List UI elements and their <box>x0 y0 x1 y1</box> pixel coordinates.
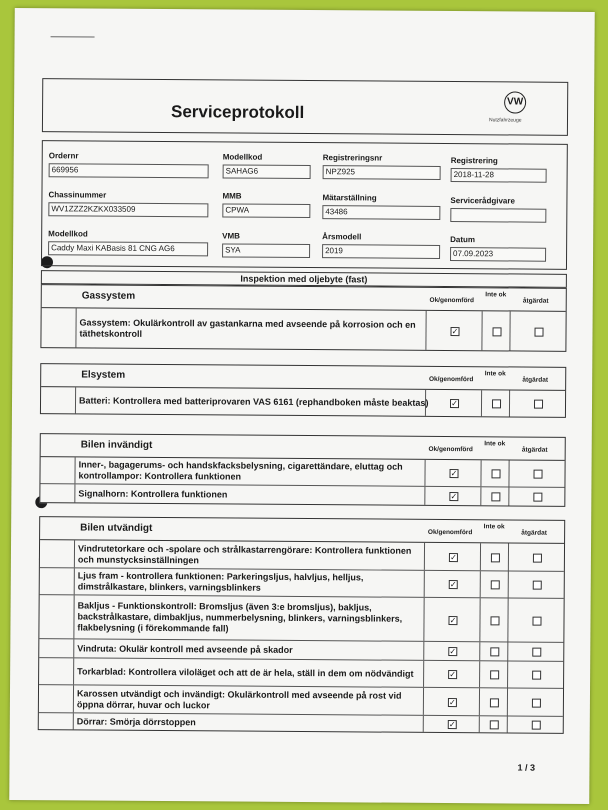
cell-ok <box>424 460 481 486</box>
checkbox-atgardat[interactable] <box>533 553 542 562</box>
vehicle-info-box <box>41 140 568 270</box>
cell-inte-ok <box>481 311 510 350</box>
cell-atgardat <box>507 598 564 641</box>
regnr-field: NPZ925 <box>323 165 441 180</box>
checkbox-ok[interactable]: ✓ <box>451 399 458 409</box>
section-2 <box>39 433 565 507</box>
checkbox-atgardat[interactable] <box>532 671 541 680</box>
cell-ok <box>424 571 481 597</box>
section-title: Gassystem <box>81 290 136 302</box>
checklist-row <box>40 568 564 599</box>
checkbox-inte-ok[interactable] <box>492 327 501 336</box>
checkbox-inte-ok[interactable] <box>490 720 499 729</box>
checkbox-inte-ok[interactable] <box>492 399 501 408</box>
checklist-item-text: Torkarblad: Kontrollera viloläget och att de är hela, ställ in dem om nödvändigt <box>73 658 427 686</box>
cell-inte-ok <box>479 598 508 641</box>
checkbox-inte-ok[interactable] <box>491 492 500 501</box>
cell-inte-ok <box>480 571 509 597</box>
cell-atgardat <box>507 661 564 687</box>
column-header-ok: Ok/genomförd <box>428 445 473 454</box>
cell-inte-ok <box>480 487 509 505</box>
datum-label: Datum <box>450 235 476 245</box>
vw-logo-icon: VW <box>504 91 526 113</box>
ordernr-label: Ordernr <box>48 151 79 161</box>
checklist-row <box>40 540 564 572</box>
checklist-item-text: Karossen utvändigt och invändigt: Okulärkontroll med avseende på rost vid öppna dörrar, huvar och luckor <box>73 685 427 714</box>
matarstallning-label: Mätarställning <box>322 193 377 203</box>
column-header-inte-ok: Inte ok <box>484 440 506 448</box>
checkbox-ok[interactable]: ✓ <box>449 580 457 590</box>
serviceradgivare-field <box>450 208 546 223</box>
checklist-row <box>41 387 565 417</box>
cell-atgardat <box>508 460 565 486</box>
cell-inte-ok <box>479 716 508 732</box>
checkbox-inte-ok[interactable] <box>491 469 500 478</box>
chassi-label: Chassinummer <box>48 190 107 200</box>
checkbox-atgardat[interactable] <box>532 698 541 707</box>
column-header-ok: Ok/genomförd <box>428 375 474 384</box>
checkbox-ok[interactable]: ✓ <box>449 697 456 707</box>
page-number: 1 / 3 <box>517 762 536 773</box>
ordernr-field: 669956 <box>49 163 209 178</box>
checklist-item-text: Dörrar: Smörja dörrstoppen <box>73 713 427 731</box>
checkbox-inte-ok[interactable] <box>490 647 499 656</box>
column-header-atgardat: åtgärdat <box>521 529 547 537</box>
service-protocol-page <box>9 8 595 804</box>
registrering-label: Registrering <box>450 156 498 166</box>
section-title: Elsystem <box>81 369 126 381</box>
cell-inte-ok <box>480 460 509 486</box>
cell-atgardat <box>508 543 565 570</box>
column-header-atgardat: åtgärdat <box>522 297 549 305</box>
datum-field: 07.09.2023 <box>450 247 546 262</box>
cell-inte-ok <box>479 661 508 687</box>
arsmodell-label: Årsmodell <box>322 232 362 242</box>
cell-ok <box>423 598 480 641</box>
modellkod-desc-field: Caddy Maxi KABasis 81 CNG AG6 <box>48 241 208 256</box>
checkbox-inte-ok[interactable] <box>490 670 499 679</box>
column-header-ok: Ok/genomförd <box>429 296 474 305</box>
checklist-item-text: Gassystem: Okulärkontroll av gastankarna med avseende på korrosion och en täthetskontroll <box>75 308 429 349</box>
page-title: Serviceprotokoll <box>170 102 305 123</box>
checkbox-ok[interactable]: ✓ <box>450 552 457 562</box>
checklist-row <box>40 484 564 506</box>
checkbox-ok[interactable]: ✓ <box>448 720 456 730</box>
cell-ok <box>423 716 480 732</box>
cell-inte-ok <box>481 390 510 416</box>
checkbox-atgardat[interactable] <box>533 581 542 590</box>
checkbox-inte-ok[interactable] <box>490 698 499 707</box>
cell-atgardat <box>507 716 564 732</box>
cell-atgardat <box>507 688 564 715</box>
checkbox-ok[interactable]: ✓ <box>449 647 457 657</box>
checkbox-atgardat[interactable] <box>533 493 542 502</box>
section-title: Bilen invändigt <box>80 439 153 451</box>
arsmodell-field: 2019 <box>322 244 440 259</box>
column-header-ok: Ok/genomförd <box>427 528 473 537</box>
checklist-row <box>39 595 563 643</box>
cell-ok <box>423 642 480 660</box>
cell-ok <box>424 543 481 570</box>
checkbox-ok[interactable]: ✓ <box>449 670 457 680</box>
column-header-inte-ok: Inte ok <box>485 291 507 299</box>
cell-atgardat <box>509 311 566 350</box>
checklist-row <box>41 308 565 351</box>
checkbox-ok[interactable]: ✓ <box>449 615 457 625</box>
vmb-label: VMB <box>222 231 240 241</box>
section-3 <box>38 516 565 734</box>
checkbox-ok[interactable]: ✓ <box>451 326 459 336</box>
checkbox-atgardat[interactable] <box>534 327 543 336</box>
serviceradgivare-label: Servicerådgivare <box>450 196 515 206</box>
matarstallning-field: 43486 <box>322 205 440 220</box>
checkbox-atgardat[interactable] <box>532 648 541 657</box>
vmb-field: SYA <box>222 243 310 258</box>
cell-atgardat <box>508 571 565 597</box>
chassi-field: WV1ZZZ2KZKX033509 <box>48 202 208 217</box>
modellkod-field: SAHAG6 <box>223 164 311 179</box>
checkbox-ok[interactable]: ✓ <box>450 492 458 502</box>
mmb-field: CPWA <box>222 203 310 218</box>
cell-inte-ok <box>479 642 508 660</box>
inspection-band: Inspektion med oljebyte (fast) <box>41 270 567 288</box>
cell-ok <box>425 390 482 416</box>
checkbox-inte-ok[interactable] <box>490 616 499 625</box>
modellkod-label: Modellkod <box>222 152 263 162</box>
cell-atgardat <box>509 390 566 416</box>
checklist-item-text: Bakljus - Funktionskontroll: Bromsljus (även 3:e bromsljus), bakljus, backstrålkastare, dimbakljus, nummerbelysning, blinkers, varningsblinkers, flakbelysning (i förekommande fall) <box>73 595 427 640</box>
column-header-inte-ok: Inte ok <box>484 370 506 378</box>
checklist-item-text: Batteri: Kontrollera med batteriprovaren VAS 6161 (rephandboken måste beaktas) <box>75 387 429 415</box>
cell-atgardat <box>508 487 565 505</box>
section-1 <box>40 363 566 418</box>
section-0 <box>40 284 566 352</box>
cell-ok <box>425 311 482 350</box>
section-title: Bilen utvändigt <box>80 522 153 534</box>
column-header-atgardat: åtgärdat <box>522 376 549 384</box>
checklist-item-text: Vindrutetorkare och -spolare och strålkastarrengörare: Kontrollera funktionen och munstycksinställningen <box>74 540 428 569</box>
regnr-label: Registreringsnr <box>322 153 383 163</box>
header-box <box>42 78 568 136</box>
checklist-item-text: Inner-, bagagerums- och handskfacksbelysning, cigarettändare, eluttag och kontrollampor: Kontrollera funktionen <box>74 457 428 485</box>
checkbox-inte-ok[interactable] <box>491 553 500 562</box>
checklist-item-text: Vindruta: Okulär kontroll med avseende på skador <box>73 639 427 659</box>
pen-mark <box>51 36 95 37</box>
cell-ok <box>423 688 480 715</box>
cell-ok <box>423 661 480 687</box>
checkbox-inte-ok[interactable] <box>491 580 500 589</box>
checklist-row <box>39 713 563 733</box>
checklist-row <box>39 685 563 717</box>
cell-ok <box>424 487 481 505</box>
checklist-row <box>40 457 564 488</box>
column-header-inte-ok: Inte ok <box>483 523 505 531</box>
checkbox-ok[interactable]: ✓ <box>450 469 458 479</box>
checklist-row <box>39 658 563 689</box>
checklist-item-text: Ljus fram - kontrollera funktionen: Parkeringsljus, halvljus, helljus, dimstrålkastare, blinkers, varningsblinkers <box>74 568 428 596</box>
checkbox-atgardat[interactable] <box>534 400 543 409</box>
brand-subtitle: Nutzfahrzeuge <box>488 117 522 124</box>
cell-inte-ok <box>479 688 508 715</box>
mmb-label: MMB <box>222 191 242 201</box>
checkbox-atgardat[interactable] <box>532 616 541 625</box>
column-header-atgardat: åtgärdat <box>521 446 548 454</box>
cell-atgardat <box>507 642 564 660</box>
checklist-item-text: Signalhorn: Kontrollera funktionen <box>74 484 428 504</box>
registrering-field: 2018-11-28 <box>451 168 547 183</box>
checkbox-atgardat[interactable] <box>533 470 542 479</box>
cell-inte-ok <box>480 543 509 570</box>
modellkod-desc-label: Modellkod <box>48 229 88 239</box>
checkbox-atgardat[interactable] <box>532 721 541 730</box>
